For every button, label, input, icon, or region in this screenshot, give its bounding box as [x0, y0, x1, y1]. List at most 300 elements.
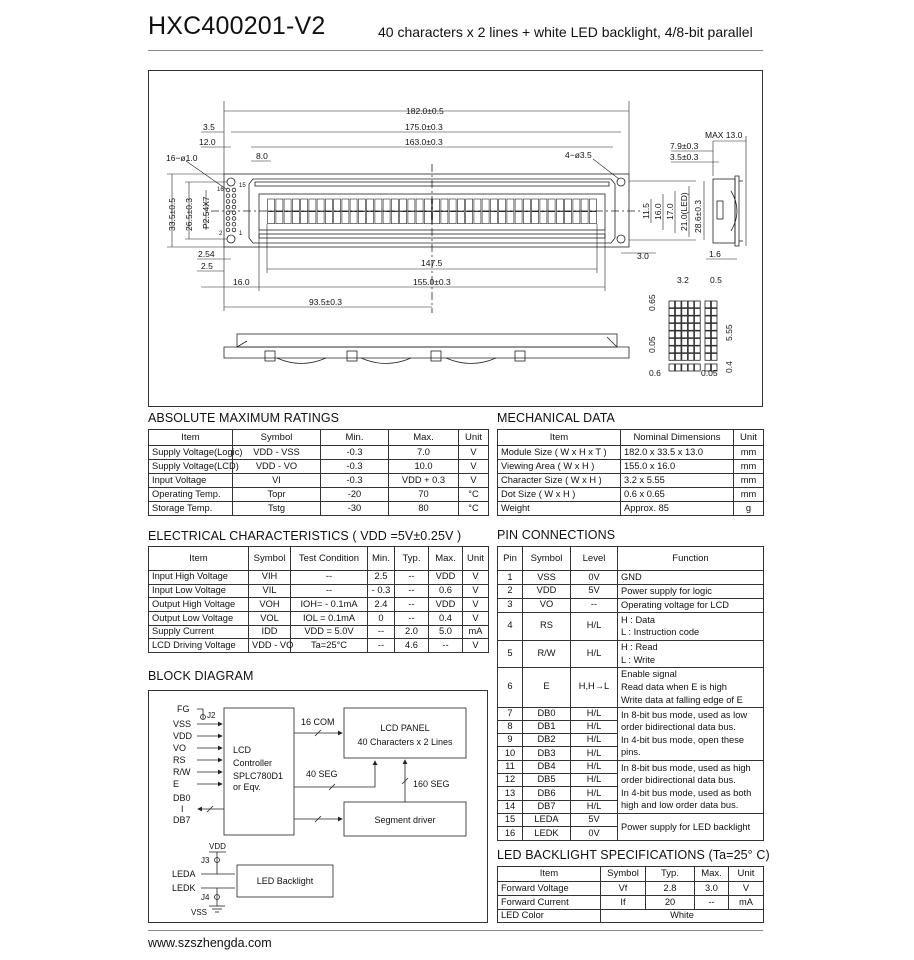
column-header: Item [498, 867, 601, 882]
character-cell [573, 212, 580, 224]
character-cell [391, 199, 398, 211]
website-link[interactable]: www.szszhengda.com [148, 936, 272, 950]
table-cell: 5 [498, 640, 523, 667]
character-cell [383, 212, 390, 224]
table-cell: 20 [646, 896, 695, 910]
character-cell [424, 199, 431, 211]
footer-divider [148, 930, 763, 931]
pin-hole [232, 188, 236, 192]
dot [675, 346, 681, 353]
table-row [498, 460, 764, 474]
character-cell [375, 199, 382, 211]
pin-function-line: order bidirectional data bus. [621, 775, 736, 786]
table-cell: H/L [571, 734, 618, 747]
dot [675, 309, 681, 316]
pin-row [498, 571, 764, 585]
table-cell: 0V [571, 571, 618, 585]
pin-function [618, 813, 764, 840]
led-title: LED BACKLIGHT SPECIFICATIONS (Ta=25° C) [497, 848, 770, 862]
character-cell [317, 212, 324, 224]
dot [695, 354, 701, 361]
table-cell: 3.0 [695, 882, 729, 896]
abs-max-title: ABSOLUTE MAXIMUM RATINGS [148, 411, 340, 425]
dot [695, 346, 701, 353]
table-cell: VI [233, 474, 321, 488]
table-cell: -- [368, 625, 395, 639]
dot [682, 346, 688, 353]
table-cell: 6 [498, 667, 523, 707]
table-cell: 2.5 [368, 571, 395, 585]
table-cell: 10.0 [389, 460, 459, 474]
character-cell [482, 212, 489, 224]
table-cell: Operating Temp. [149, 488, 233, 502]
column-header: Min. [321, 430, 389, 446]
character-cell [556, 199, 563, 211]
column-header: Unit [463, 547, 489, 571]
dot [669, 324, 675, 331]
character-cell [358, 212, 365, 224]
dot [705, 354, 711, 361]
pin-row [498, 612, 764, 640]
pin-hole [226, 211, 230, 215]
character-cell [358, 199, 365, 211]
table-cell: 3.2 x 5.55 [621, 474, 734, 488]
dot [675, 354, 681, 361]
table-cell: Weight [498, 502, 621, 516]
column-header: Max. [429, 547, 463, 571]
table-cell: DB4 [523, 760, 571, 773]
table-cell: 5V [571, 585, 618, 599]
table-cell: H/L [571, 707, 618, 720]
character-cell [457, 199, 464, 211]
dot [688, 324, 694, 331]
pin-hole [226, 194, 230, 198]
table-cell: DB2 [523, 734, 571, 747]
pin-function [618, 760, 764, 813]
table-cell: DB7 [523, 800, 571, 813]
table-cell: 14 [498, 800, 523, 813]
table-cell: 16 [498, 827, 523, 841]
pin-hole [232, 194, 236, 198]
table-cell: Input High Voltage [149, 571, 249, 585]
character-cell [441, 199, 448, 211]
pin-function [618, 707, 764, 760]
dot [675, 324, 681, 331]
table-cell: 3 [498, 598, 523, 612]
table-row [149, 488, 489, 502]
table-cell: Forward Voltage [498, 882, 601, 896]
table-cell: 2.8 [646, 882, 695, 896]
table-cell: 80 [389, 502, 459, 516]
character-cell [325, 212, 332, 224]
table-cell: -- [571, 598, 618, 612]
dot [675, 301, 681, 308]
table-cell: 9 [498, 734, 523, 747]
pin-hole [232, 211, 236, 215]
character-cell [301, 199, 308, 211]
character-cell [507, 199, 514, 211]
panel-line-1: LCD PANEL [380, 723, 430, 733]
dot [695, 301, 701, 308]
table-cell: 0.6 [429, 584, 463, 598]
label-vss-led: VSS [191, 908, 208, 917]
dot [695, 316, 701, 323]
dim-view-width: 155.0±0.3 [413, 277, 451, 287]
dot [695, 324, 701, 331]
character-cell [350, 199, 357, 211]
table-cell: H/L [571, 787, 618, 800]
table-cell: 0.4 [429, 612, 463, 626]
dot [669, 346, 675, 353]
header-row [498, 547, 764, 571]
segment-driver-label: Segment driver [374, 815, 436, 825]
block-diagram [148, 690, 488, 923]
table-cell: Vf [601, 882, 646, 896]
table-cell: 2.4 [368, 598, 395, 612]
column-header: Item [149, 547, 249, 571]
table-cell: H/L [571, 800, 618, 813]
character-cell [367, 199, 374, 211]
pin-hole [226, 222, 230, 226]
dot [669, 339, 675, 346]
table-cell: VIL [249, 584, 291, 598]
label-j4: J4 [201, 893, 210, 902]
character-cell [466, 199, 473, 211]
character-cell [309, 199, 316, 211]
dot [669, 364, 675, 371]
dim-hole-pitch: 175.0±0.3 [405, 122, 443, 132]
character-cell [515, 212, 522, 224]
dot [705, 301, 711, 308]
table-cell: White [601, 910, 764, 923]
character-cell [532, 199, 539, 211]
pin-function-line: high and low order data bus. [621, 800, 739, 811]
pin-hole [232, 228, 236, 232]
table-cell: Dot Size ( W x H ) [498, 488, 621, 502]
table-cell: R/W [523, 640, 571, 667]
dot [711, 301, 717, 308]
table-cell: -- [695, 896, 729, 910]
abs-max-table [148, 429, 489, 516]
pin-function-line: In 8-bit bus mode, used as high [621, 762, 751, 773]
table-row [498, 474, 764, 488]
dot [688, 354, 694, 361]
mechanical-table [497, 429, 764, 516]
dot [682, 309, 688, 316]
pin-row [498, 598, 764, 612]
pin-hole [232, 217, 236, 221]
character-cell [482, 199, 489, 211]
column-header: Max. [695, 867, 729, 882]
table-row [149, 460, 489, 474]
character-cell [325, 199, 332, 211]
table-cell: 12 [498, 773, 523, 786]
pin-function-line: Enable signal [621, 668, 677, 679]
table-cell: H/L [571, 747, 618, 760]
label-160-seg: 160 SEG [413, 779, 450, 789]
table-cell: -0.3 [321, 460, 389, 474]
led-table [497, 866, 764, 923]
table-cell: 13 [498, 787, 523, 800]
dot [705, 339, 711, 346]
pin-row [498, 707, 764, 720]
label-vdd: VDD [173, 731, 193, 741]
character-cell [317, 199, 324, 211]
table-cell: Forward Current [498, 896, 601, 910]
table-cell: 15 [498, 813, 523, 827]
table-cell: H/L [571, 612, 618, 640]
header-row [498, 867, 764, 882]
character-cell [441, 212, 448, 224]
pin-function-line: Power supply for logic [621, 586, 712, 596]
pin-header [226, 188, 236, 232]
led-backlight-label: LED Backlight [256, 876, 314, 886]
table-cell: V [463, 612, 489, 626]
table-cell: Topr [233, 488, 321, 502]
dot [682, 354, 688, 361]
dot [711, 346, 717, 353]
column-header: Nominal Dimensions [621, 430, 734, 446]
table-cell: V [459, 460, 489, 474]
character-cell [523, 212, 530, 224]
pin-function-line: L : Instruction code [621, 627, 700, 637]
table-cell: DB3 [523, 747, 571, 760]
dot [669, 331, 675, 338]
table-cell: Character Size ( W x H ) [498, 474, 621, 488]
dot [688, 331, 694, 338]
pin-function-line: pins. [621, 747, 641, 758]
label-16-com: 16 COM [301, 717, 335, 727]
pin-hole [226, 188, 230, 192]
block-diagram-title: BLOCK DIAGRAM [148, 669, 254, 683]
character-cell [589, 199, 596, 211]
character-cell [457, 212, 464, 224]
character-cell [556, 212, 563, 224]
table-cell: -- [368, 639, 395, 653]
table-cell: Supply Voltage(Logic) [149, 446, 233, 460]
label-rs: RS [173, 755, 186, 765]
character-cell [424, 212, 431, 224]
dot [682, 324, 688, 331]
character-cell [350, 212, 357, 224]
dim-2-5: 2.5 [201, 261, 213, 271]
table-cell: Supply Current [149, 625, 249, 639]
table-cell: Output High Voltage [149, 598, 249, 612]
table-cell: IOL = 0.1mA [291, 612, 368, 626]
table-cell: -0.3 [321, 446, 389, 460]
pin-function-line: In 4-bit bus mode, used as both [621, 787, 752, 798]
dot [705, 331, 711, 338]
page-subtitle: 40 characters x 2 lines + white LED backlight, 4/8-bit parallel [378, 24, 753, 40]
character-cell [449, 212, 456, 224]
table-cell: V [463, 584, 489, 598]
character-cell [416, 212, 423, 224]
table-cell: DB1 [523, 720, 571, 733]
table-cell: 155.0 x 16.0 [621, 460, 734, 474]
character-cell [268, 199, 275, 211]
column-header: Unit [729, 867, 764, 882]
table-cell: Approx. 85 [621, 502, 734, 516]
dim-height: 33.5±0.5 [167, 197, 177, 231]
dot [688, 309, 694, 316]
controller-line-4: or Eqv. [233, 782, 261, 792]
header-divider [148, 50, 763, 51]
dim-11-5: 11.5 [641, 203, 651, 219]
table-row [149, 612, 489, 626]
character-cell [268, 212, 275, 224]
dim-dot-area: 147.5 [421, 258, 443, 268]
table-cell: H/L [571, 640, 618, 667]
dot [682, 301, 688, 308]
table-cell: 2.0 [395, 625, 429, 639]
table-cell: mA [729, 896, 764, 910]
character-cell [309, 212, 316, 224]
character-cell [573, 199, 580, 211]
character-cell [490, 199, 497, 211]
table-cell: 7 [498, 707, 523, 720]
dot [711, 331, 717, 338]
table-cell: H,H→L [571, 667, 618, 707]
table-cell: VOH [249, 598, 291, 612]
dot [705, 346, 711, 353]
mechanical-drawing [148, 70, 763, 407]
side-view [713, 176, 743, 246]
table-cell: -- [395, 584, 429, 598]
character-cell [507, 212, 514, 224]
dot [705, 324, 711, 331]
pin-function [618, 612, 764, 640]
pin-function-line: In 8-bit bus mode, used as low [621, 709, 748, 720]
character-cell [565, 212, 572, 224]
label-db0: DB0 [173, 793, 191, 803]
table-cell: -- [291, 584, 368, 598]
dot [695, 331, 701, 338]
dim-bezel: 163.0±0.3 [405, 137, 443, 147]
page-title: HXC400201-V2 [148, 12, 326, 40]
table-cell: -- [395, 612, 429, 626]
table-cell: 2 [498, 585, 523, 599]
dot [695, 339, 701, 346]
table-cell: 7.0 [389, 446, 459, 460]
table-cell: -30 [321, 502, 389, 516]
table-row [149, 474, 489, 488]
character-cell [581, 212, 588, 224]
bottom-view [224, 334, 629, 364]
label-db7: DB7 [173, 815, 191, 825]
table-cell: Module Size ( W x H x T ) [498, 446, 621, 460]
character-cell [466, 212, 473, 224]
character-cell [301, 212, 308, 224]
table-cell: g [734, 502, 764, 516]
table-cell: -- [395, 571, 429, 585]
table-cell: VO [523, 598, 571, 612]
label-range: I [181, 804, 184, 814]
pin-function-line: H : Read [621, 642, 658, 652]
label-j2: J2 [207, 711, 216, 720]
label-leda: LEDA [172, 869, 196, 879]
table-cell: Viewing Area ( W x H ) [498, 460, 621, 474]
table-cell: 0V [571, 827, 618, 841]
table-cell: V [729, 882, 764, 896]
character-cell [532, 212, 539, 224]
dim-char-h: 5.55 [724, 324, 734, 341]
table-row [498, 896, 764, 910]
label-ledk: LEDK [172, 883, 196, 893]
table-cell: H/L [571, 773, 618, 786]
table-cell: LED Color [498, 910, 601, 923]
table-cell: 70 [389, 488, 459, 502]
character-cell [515, 199, 522, 211]
lcd-panel-block [344, 708, 466, 758]
dot [711, 316, 717, 323]
table-cell: Ta=25°C [291, 639, 368, 653]
character-cell [334, 199, 341, 211]
dim-hole-pitch-h: 26.5±0.3 [184, 197, 194, 231]
controller-line-1: LCD [233, 745, 252, 755]
table-cell: V [459, 446, 489, 460]
dot [688, 346, 694, 353]
dot [675, 331, 681, 338]
table-cell: If [601, 896, 646, 910]
table-cell: DB5 [523, 773, 571, 786]
dim-17: 17.0 [665, 203, 675, 220]
pin-row [498, 813, 764, 827]
table-cell: 5.0 [429, 625, 463, 639]
character-dot-detail [669, 301, 717, 371]
dot [688, 339, 694, 346]
table-cell: - 0.3 [368, 584, 395, 598]
panel-line-2: 40 Characters x 2 Lines [357, 737, 453, 747]
pin-function-line: order bidirectional data bus. [621, 722, 736, 733]
column-header: Function [618, 547, 764, 571]
dim-pins: 16−ø1.0 [166, 153, 198, 163]
dim-dot-w: 0.6 [649, 368, 661, 378]
table-cell: Input Low Voltage [149, 584, 249, 598]
label-vo: VO [173, 743, 187, 753]
dot [682, 339, 688, 346]
column-header: Unit [734, 430, 764, 446]
table-cell: VDD - VSS [233, 446, 321, 460]
table-cell: LEDK [523, 827, 571, 841]
character-cell [416, 199, 423, 211]
table-cell: °C [459, 502, 489, 516]
table-cell: Storage Temp. [149, 502, 233, 516]
table-row [498, 882, 764, 896]
dot [688, 301, 694, 308]
column-header: Unit [459, 430, 489, 446]
pin-label-1: 1 [239, 231, 243, 237]
pin-row [498, 667, 764, 707]
dim-2-54: 2.54 [198, 249, 215, 259]
table-cell: 8 [498, 720, 523, 733]
mechanical-title: MECHANICAL DATA [497, 411, 615, 425]
column-header: Typ. [395, 547, 429, 571]
table-row [498, 502, 764, 516]
column-header: Test Condition [291, 547, 368, 571]
pin-function [618, 667, 764, 707]
table-row [498, 488, 764, 502]
character-cell [334, 212, 341, 224]
controller-line-3: SPLC780D1 [233, 771, 284, 781]
table-cell: H/L [571, 760, 618, 773]
dot [675, 364, 681, 371]
dot [669, 309, 675, 316]
table-cell: VDD = 5.0V [291, 625, 368, 639]
pin-function-line: L : Write [621, 654, 656, 665]
column-header: Level [571, 547, 618, 571]
dot [705, 309, 711, 316]
pins-title: PIN CONNECTIONS [497, 528, 616, 542]
